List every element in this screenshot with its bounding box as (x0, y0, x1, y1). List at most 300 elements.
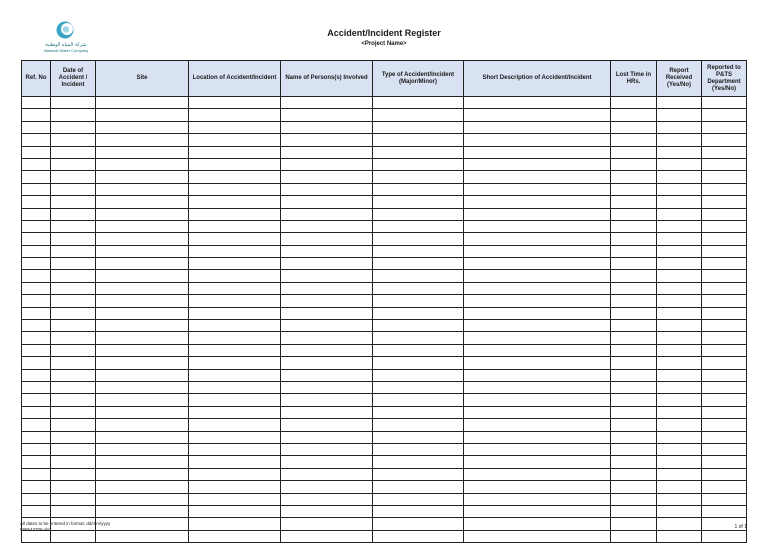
table-cell[interactable] (96, 505, 189, 517)
table-cell[interactable] (189, 121, 281, 133)
table-cell[interactable] (281, 282, 373, 294)
table-cell[interactable] (373, 196, 464, 208)
table-cell[interactable] (611, 431, 657, 443)
table-cell[interactable] (189, 320, 281, 332)
table-cell[interactable] (22, 270, 51, 282)
table-cell[interactable] (373, 282, 464, 294)
table-cell[interactable] (96, 481, 189, 493)
table-cell[interactable] (96, 381, 189, 393)
table-cell[interactable] (281, 320, 373, 332)
table-cell[interactable] (464, 493, 611, 505)
table-cell[interactable] (281, 505, 373, 517)
table-cell[interactable] (51, 357, 96, 369)
table-cell[interactable] (22, 369, 51, 381)
table-cell[interactable] (657, 381, 702, 393)
table-cell[interactable] (464, 431, 611, 443)
table-cell[interactable] (373, 233, 464, 245)
table-cell[interactable] (611, 394, 657, 406)
table-cell[interactable] (611, 208, 657, 220)
table-cell[interactable] (611, 258, 657, 270)
table-cell[interactable] (702, 270, 747, 282)
table-cell[interactable] (51, 320, 96, 332)
table-cell[interactable] (22, 196, 51, 208)
table-cell[interactable] (51, 406, 96, 418)
table-cell[interactable] (611, 220, 657, 232)
table-cell[interactable] (464, 456, 611, 468)
table-cell[interactable] (22, 419, 51, 431)
table-cell[interactable] (281, 171, 373, 183)
table-cell[interactable] (702, 307, 747, 319)
table-cell[interactable] (611, 97, 657, 109)
table-cell[interactable] (281, 158, 373, 170)
table-cell[interactable] (96, 146, 189, 158)
table-cell[interactable] (281, 220, 373, 232)
table-cell[interactable] (51, 208, 96, 220)
table-cell[interactable] (189, 369, 281, 381)
table-cell[interactable] (702, 158, 747, 170)
table-cell[interactable] (51, 443, 96, 455)
table-cell[interactable] (702, 505, 747, 517)
table-cell[interactable] (611, 468, 657, 480)
table-cell[interactable] (611, 530, 657, 542)
table-cell[interactable] (657, 431, 702, 443)
table-cell[interactable] (611, 344, 657, 356)
table-cell[interactable] (51, 196, 96, 208)
table-cell[interactable] (657, 481, 702, 493)
table-cell[interactable] (281, 456, 373, 468)
table-cell[interactable] (189, 357, 281, 369)
table-cell[interactable] (657, 406, 702, 418)
table-cell[interactable] (464, 97, 611, 109)
table-cell[interactable] (464, 381, 611, 393)
table-cell[interactable] (611, 357, 657, 369)
table-cell[interactable] (373, 183, 464, 195)
table-cell[interactable] (464, 208, 611, 220)
table-cell[interactable] (96, 295, 189, 307)
table-cell[interactable] (281, 270, 373, 282)
table-cell[interactable] (22, 344, 51, 356)
table-cell[interactable] (281, 381, 373, 393)
table-cell[interactable] (373, 381, 464, 393)
table-cell[interactable] (281, 493, 373, 505)
table-cell[interactable] (373, 456, 464, 468)
table-cell[interactable] (702, 369, 747, 381)
table-cell[interactable] (702, 258, 747, 270)
table-cell[interactable] (189, 97, 281, 109)
table-cell[interactable] (657, 505, 702, 517)
table-cell[interactable] (189, 493, 281, 505)
table-cell[interactable] (657, 134, 702, 146)
table-cell[interactable] (657, 109, 702, 121)
table-cell[interactable] (611, 456, 657, 468)
table-cell[interactable] (702, 220, 747, 232)
table-cell[interactable] (373, 505, 464, 517)
table-cell[interactable] (22, 282, 51, 294)
table-cell[interactable] (22, 320, 51, 332)
table-cell[interactable] (657, 493, 702, 505)
table-cell[interactable] (189, 394, 281, 406)
table-cell[interactable] (611, 121, 657, 133)
table-cell[interactable] (22, 171, 51, 183)
table-cell[interactable] (22, 109, 51, 121)
table-cell[interactable] (611, 183, 657, 195)
table-cell[interactable] (373, 394, 464, 406)
table-cell[interactable] (373, 320, 464, 332)
table-cell[interactable] (51, 245, 96, 257)
table-cell[interactable] (464, 295, 611, 307)
table-cell[interactable] (373, 481, 464, 493)
table-cell[interactable] (373, 357, 464, 369)
table-cell[interactable] (373, 493, 464, 505)
table-cell[interactable] (611, 332, 657, 344)
table-cell[interactable] (96, 369, 189, 381)
table-cell[interactable] (22, 456, 51, 468)
table-cell[interactable] (373, 171, 464, 183)
table-cell[interactable] (22, 121, 51, 133)
table-cell[interactable] (22, 381, 51, 393)
table-cell[interactable] (189, 245, 281, 257)
table-cell[interactable] (611, 270, 657, 282)
table-cell[interactable] (281, 530, 373, 542)
table-cell[interactable] (657, 258, 702, 270)
table-cell[interactable] (96, 134, 189, 146)
table-cell[interactable] (657, 307, 702, 319)
table-cell[interactable] (22, 493, 51, 505)
table-cell[interactable] (611, 518, 657, 530)
table-cell[interactable] (281, 146, 373, 158)
table-cell[interactable] (22, 394, 51, 406)
table-cell[interactable] (96, 468, 189, 480)
table-cell[interactable] (22, 431, 51, 443)
table-cell[interactable] (464, 406, 611, 418)
table-cell[interactable] (702, 406, 747, 418)
table-cell[interactable] (611, 505, 657, 517)
table-cell[interactable] (657, 97, 702, 109)
table-cell[interactable] (281, 443, 373, 455)
table-cell[interactable] (657, 295, 702, 307)
table-cell[interactable] (281, 121, 373, 133)
table-cell[interactable] (373, 307, 464, 319)
table-cell[interactable] (702, 97, 747, 109)
table-cell[interactable] (611, 158, 657, 170)
table-cell[interactable] (96, 344, 189, 356)
table-cell[interactable] (611, 134, 657, 146)
table-cell[interactable] (189, 109, 281, 121)
table-cell[interactable] (657, 456, 702, 468)
table-cell[interactable] (22, 208, 51, 220)
table-cell[interactable] (189, 282, 281, 294)
table-cell[interactable] (22, 97, 51, 109)
table-cell[interactable] (189, 419, 281, 431)
table-cell[interactable] (51, 282, 96, 294)
table-cell[interactable] (657, 183, 702, 195)
table-cell[interactable] (281, 258, 373, 270)
table-cell[interactable] (96, 282, 189, 294)
table-cell[interactable] (373, 134, 464, 146)
table-cell[interactable] (51, 369, 96, 381)
table-cell[interactable] (373, 468, 464, 480)
table-cell[interactable] (611, 406, 657, 418)
table-cell[interactable] (281, 419, 373, 431)
table-cell[interactable] (96, 171, 189, 183)
table-cell[interactable] (51, 158, 96, 170)
table-cell[interactable] (96, 258, 189, 270)
table-cell[interactable] (96, 443, 189, 455)
table-cell[interactable] (51, 493, 96, 505)
table-cell[interactable] (611, 295, 657, 307)
table-cell[interactable] (51, 97, 96, 109)
table-cell[interactable] (51, 481, 96, 493)
table-cell[interactable] (281, 134, 373, 146)
table-cell[interactable] (464, 183, 611, 195)
table-cell[interactable] (373, 518, 464, 530)
table-cell[interactable] (464, 332, 611, 344)
table-cell[interactable] (464, 357, 611, 369)
table-cell[interactable] (281, 394, 373, 406)
table-cell[interactable] (96, 332, 189, 344)
table-cell[interactable] (189, 431, 281, 443)
table-cell[interactable] (51, 394, 96, 406)
table-cell[interactable] (51, 109, 96, 121)
table-cell[interactable] (51, 344, 96, 356)
table-cell[interactable] (702, 344, 747, 356)
table-cell[interactable] (702, 208, 747, 220)
table-cell[interactable] (702, 332, 747, 344)
table-cell[interactable] (464, 282, 611, 294)
table-cell[interactable] (702, 196, 747, 208)
table-cell[interactable] (702, 493, 747, 505)
table-cell[interactable] (189, 443, 281, 455)
table-cell[interactable] (22, 158, 51, 170)
table-cell[interactable] (281, 245, 373, 257)
table-cell[interactable] (373, 220, 464, 232)
table-cell[interactable] (702, 419, 747, 431)
table-cell[interactable] (702, 183, 747, 195)
table-cell[interactable] (464, 369, 611, 381)
table-cell[interactable] (22, 443, 51, 455)
table-cell[interactable] (22, 183, 51, 195)
table-cell[interactable] (464, 121, 611, 133)
table-cell[interactable] (189, 208, 281, 220)
table-cell[interactable] (281, 518, 373, 530)
table-cell[interactable] (189, 530, 281, 542)
table-cell[interactable] (51, 307, 96, 319)
table-cell[interactable] (464, 134, 611, 146)
table-cell[interactable] (281, 196, 373, 208)
table-cell[interactable] (373, 97, 464, 109)
table-cell[interactable] (96, 245, 189, 257)
table-cell[interactable] (611, 381, 657, 393)
table-cell[interactable] (96, 208, 189, 220)
table-cell[interactable] (657, 196, 702, 208)
table-cell[interactable] (702, 456, 747, 468)
table-cell[interactable] (96, 183, 189, 195)
table-cell[interactable] (96, 456, 189, 468)
table-cell[interactable] (657, 369, 702, 381)
table-cell[interactable] (373, 344, 464, 356)
table-cell[interactable] (657, 245, 702, 257)
table-cell[interactable] (189, 307, 281, 319)
table-cell[interactable] (657, 332, 702, 344)
table-cell[interactable] (611, 245, 657, 257)
table-cell[interactable] (373, 443, 464, 455)
table-cell[interactable] (281, 344, 373, 356)
table-cell[interactable] (96, 196, 189, 208)
table-cell[interactable] (657, 121, 702, 133)
table-cell[interactable] (464, 146, 611, 158)
table-cell[interactable] (281, 332, 373, 344)
table-cell[interactable] (702, 468, 747, 480)
table-cell[interactable] (373, 295, 464, 307)
table-cell[interactable] (702, 431, 747, 443)
table-cell[interactable] (464, 171, 611, 183)
table-cell[interactable] (22, 295, 51, 307)
table-cell[interactable] (464, 443, 611, 455)
table-cell[interactable] (657, 282, 702, 294)
table-cell[interactable] (96, 320, 189, 332)
table-cell[interactable] (611, 419, 657, 431)
table-cell[interactable] (464, 109, 611, 121)
table-cell[interactable] (373, 406, 464, 418)
table-cell[interactable] (702, 245, 747, 257)
table-cell[interactable] (51, 220, 96, 232)
table-cell[interactable] (373, 245, 464, 257)
table-cell[interactable] (281, 468, 373, 480)
table-cell[interactable] (373, 270, 464, 282)
table-cell[interactable] (189, 183, 281, 195)
table-cell[interactable] (657, 468, 702, 480)
table-cell[interactable] (464, 245, 611, 257)
table-cell[interactable] (611, 233, 657, 245)
table-cell[interactable] (189, 220, 281, 232)
table-cell[interactable] (657, 171, 702, 183)
table-cell[interactable] (51, 183, 96, 195)
table-cell[interactable] (189, 233, 281, 245)
table-cell[interactable] (96, 307, 189, 319)
table-cell[interactable] (22, 357, 51, 369)
table-cell[interactable] (22, 481, 51, 493)
table-cell[interactable] (51, 258, 96, 270)
table-cell[interactable] (189, 196, 281, 208)
table-cell[interactable] (189, 171, 281, 183)
table-cell[interactable] (464, 419, 611, 431)
table-cell[interactable] (702, 320, 747, 332)
table-cell[interactable] (51, 468, 96, 480)
table-cell[interactable] (464, 320, 611, 332)
table-cell[interactable] (702, 121, 747, 133)
table-cell[interactable] (702, 146, 747, 158)
table-cell[interactable] (281, 431, 373, 443)
table-cell[interactable] (702, 282, 747, 294)
table-cell[interactable] (96, 406, 189, 418)
table-cell[interactable] (51, 233, 96, 245)
table-cell[interactable] (373, 332, 464, 344)
table-cell[interactable] (51, 270, 96, 282)
table-cell[interactable] (611, 282, 657, 294)
table-cell[interactable] (189, 146, 281, 158)
table-cell[interactable] (51, 431, 96, 443)
table-cell[interactable] (22, 505, 51, 517)
table-cell[interactable] (189, 258, 281, 270)
table-cell[interactable] (611, 196, 657, 208)
table-cell[interactable] (96, 357, 189, 369)
table-cell[interactable] (96, 97, 189, 109)
table-cell[interactable] (22, 220, 51, 232)
table-cell[interactable] (281, 109, 373, 121)
table-cell[interactable] (189, 134, 281, 146)
table-cell[interactable] (702, 134, 747, 146)
table-cell[interactable] (373, 109, 464, 121)
table-cell[interactable] (611, 146, 657, 158)
table-cell[interactable] (96, 158, 189, 170)
table-cell[interactable] (96, 419, 189, 431)
table-cell[interactable] (51, 171, 96, 183)
table-cell[interactable] (464, 258, 611, 270)
table-cell[interactable] (611, 481, 657, 493)
table-cell[interactable] (51, 456, 96, 468)
table-cell[interactable] (464, 307, 611, 319)
table-cell[interactable] (281, 183, 373, 195)
table-cell[interactable] (22, 146, 51, 158)
table-cell[interactable] (611, 109, 657, 121)
table-cell[interactable] (96, 109, 189, 121)
table-cell[interactable] (464, 505, 611, 517)
table-cell[interactable] (464, 344, 611, 356)
table-cell[interactable] (702, 381, 747, 393)
table-cell[interactable] (189, 518, 281, 530)
table-cell[interactable] (281, 233, 373, 245)
table-cell[interactable] (464, 468, 611, 480)
table-cell[interactable] (702, 109, 747, 121)
table-cell[interactable] (22, 258, 51, 270)
table-cell[interactable] (96, 270, 189, 282)
table-cell[interactable] (657, 394, 702, 406)
table-cell[interactable] (189, 381, 281, 393)
table-cell[interactable] (189, 481, 281, 493)
table-cell[interactable] (611, 443, 657, 455)
table-cell[interactable] (464, 394, 611, 406)
table-cell[interactable] (373, 121, 464, 133)
table-cell[interactable] (611, 493, 657, 505)
table-cell[interactable] (96, 394, 189, 406)
table-cell[interactable] (464, 270, 611, 282)
table-cell[interactable] (702, 530, 747, 542)
table-cell[interactable] (657, 208, 702, 220)
table-cell[interactable] (189, 158, 281, 170)
table-cell[interactable] (464, 530, 611, 542)
table-cell[interactable] (96, 233, 189, 245)
table-cell[interactable] (657, 530, 702, 542)
table-cell[interactable] (189, 344, 281, 356)
table-cell[interactable] (51, 505, 96, 517)
table-cell[interactable] (702, 171, 747, 183)
table-cell[interactable] (22, 245, 51, 257)
table-cell[interactable] (657, 518, 702, 530)
table-cell[interactable] (702, 295, 747, 307)
table-cell[interactable] (51, 332, 96, 344)
table-cell[interactable] (657, 220, 702, 232)
table-cell[interactable] (373, 419, 464, 431)
table-cell[interactable] (281, 208, 373, 220)
table-cell[interactable] (281, 481, 373, 493)
table-cell[interactable] (373, 431, 464, 443)
table-cell[interactable] (464, 518, 611, 530)
table-cell[interactable] (281, 357, 373, 369)
table-cell[interactable] (373, 369, 464, 381)
table-cell[interactable] (702, 481, 747, 493)
table-cell[interactable] (281, 295, 373, 307)
table-cell[interactable] (611, 320, 657, 332)
